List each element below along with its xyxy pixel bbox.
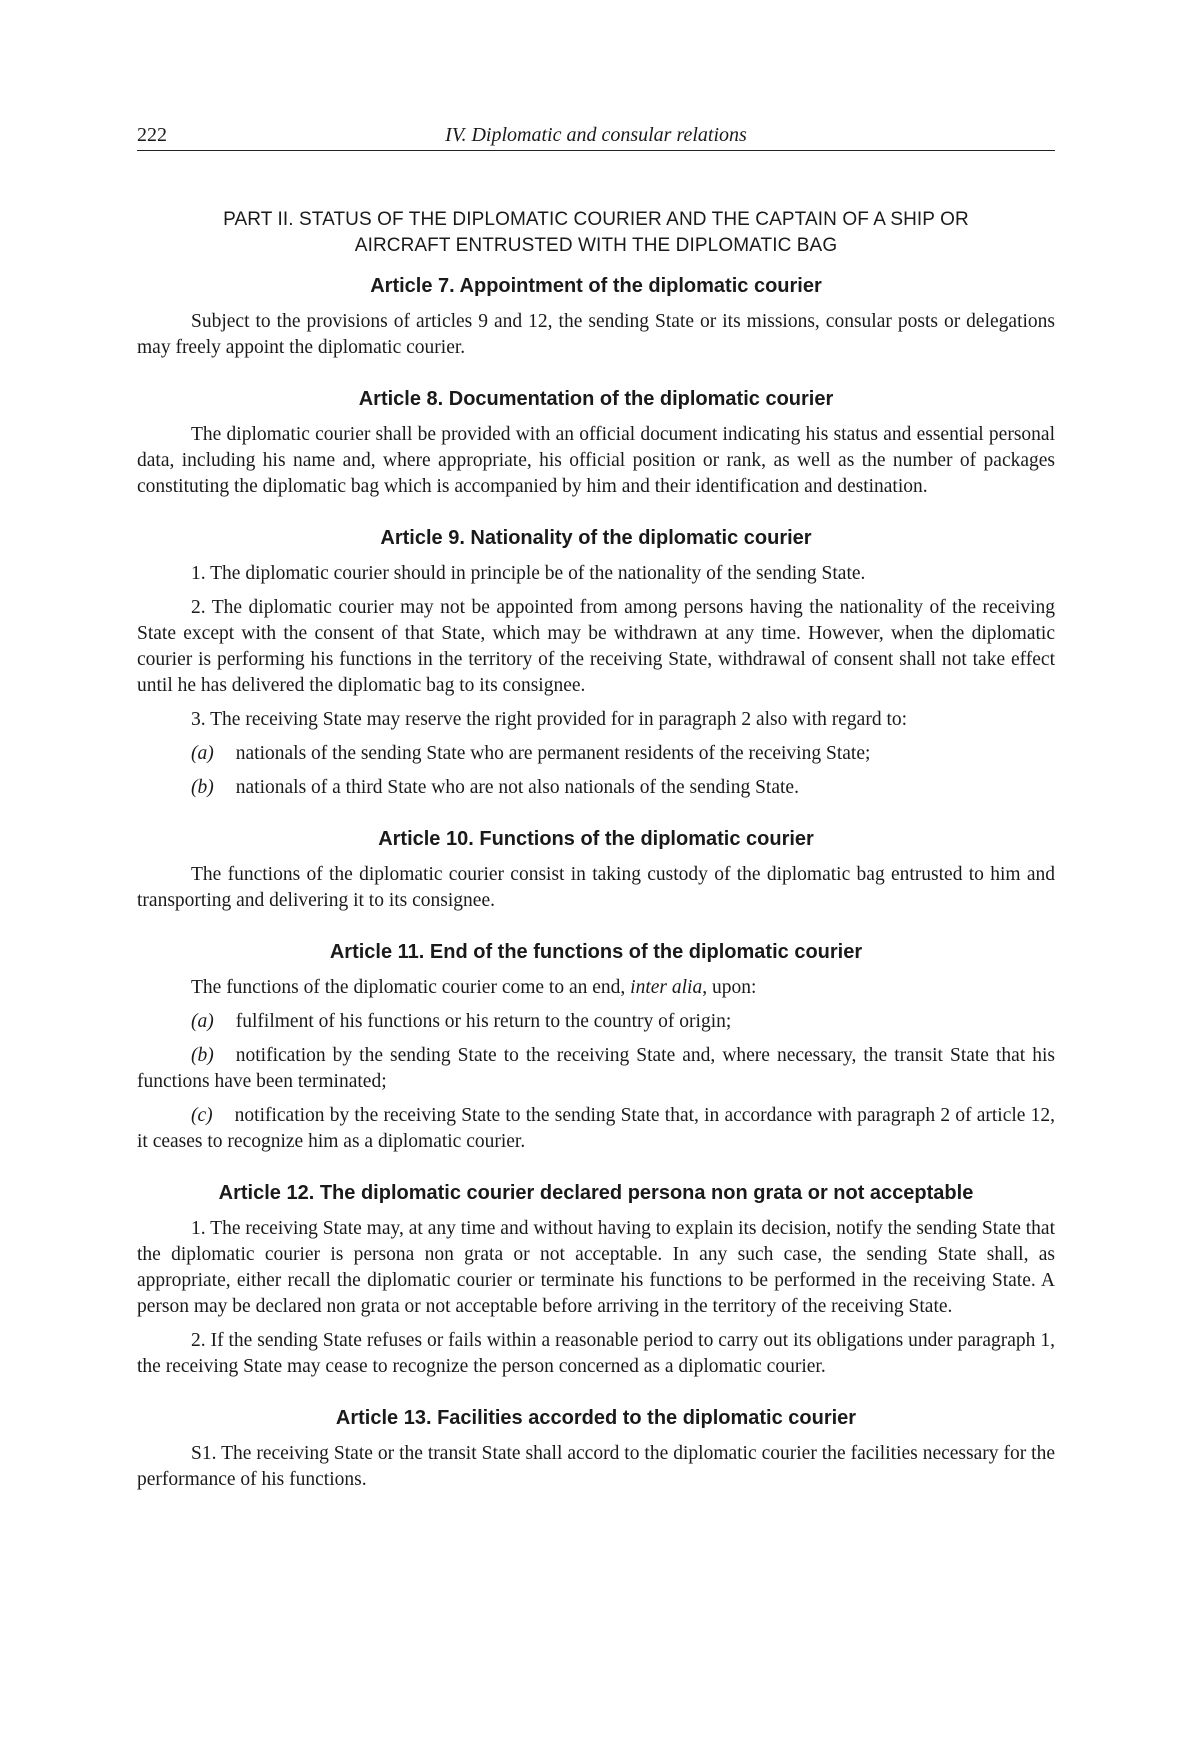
italic-term: inter alia <box>630 977 703 998</box>
list-item-text: notification by the sending State to the receiving State and, where necessary, the transit State that his functions have been terminated; <box>137 1045 1055 1092</box>
list-item <box>137 1103 1055 1155</box>
page-number: 222 <box>137 124 167 146</box>
intro-text-end: , upon: <box>702 977 757 998</box>
article-paragraph: Subject to the provisions of articles 9 and 12, the sending State or its missions, consular posts or delegations may freely appoint the diplomatic courier. <box>137 311 1055 358</box>
list-marker: (b) <box>191 777 214 798</box>
part-heading-line-2: AIRCRAFT ENTRUSTED WITH THE DIPLOMATIC BAG <box>354 235 838 256</box>
list-item-text: nationals of a third State who are not also nationals of the sending State. <box>235 777 799 798</box>
list-item <box>137 775 1055 801</box>
article-12 <box>137 1180 1055 1380</box>
list-item <box>137 1009 1055 1035</box>
article-paragraph: 1. The diplomatic courier should in principle be of the nationality of the sending State. <box>191 563 866 584</box>
article-heading: Article 11. End of the functions of the diplomatic courier <box>329 941 863 963</box>
article-paragraph: 2. The diplomatic courier may not be appointed from among persons having the nationality of the receiving State except with the consent of that State, which may be withdrawn at any time. However, when the diplomatic courier is performing his functions in the territory of the receiving State, withdrawal of consent shall not take effect until he has delivered the diplomatic bag to its consignee. <box>137 597 1055 696</box>
list-marker: (a) <box>191 743 214 764</box>
article-8 <box>137 386 1055 500</box>
article-heading: Article 10. Functions of the diplomatic courier <box>378 828 814 850</box>
article-paragraph: 3. The receiving State may reserve the right provided for in paragraph 2 also with regard to: <box>191 709 908 730</box>
part-heading-line-1: PART II. STATUS OF THE DIPLOMATIC COURIER AND THE CAPTAIN OF A SHIP OR <box>223 209 969 230</box>
article-paragraph: The functions of the diplomatic courier consist in taking custody of the diplomatic bag entrusted to him and transporting and delivering it to its consignee. <box>137 864 1055 911</box>
article-paragraph: The diplomatic courier shall be provided with an official document indicating his status and essential personal data, including his name and, where appropriate, his official position or rank, as well as the number of packages constituting the diplomatic bag which is accompanied by him and their identification and destination. <box>137 424 1055 497</box>
list-item-text: nationals of the sending State who are permanent residents of the receiving State; <box>235 743 871 764</box>
article-heading: Article 12. The diplomatic courier declared persona non grata or not acceptable <box>218 1182 974 1204</box>
article-heading: Article 8. Documentation of the diplomatic courier <box>358 388 834 410</box>
list-item-text: notification by the receiving State to the sending State that, in accordance with paragraph 2 of article 12, it ceases to recognize him as a diplomatic courier. <box>137 1105 1055 1152</box>
list-item <box>137 1043 1055 1095</box>
article-11 <box>137 939 1055 1155</box>
article-paragraph <box>137 975 1055 1001</box>
article-13 <box>137 1405 1055 1493</box>
article-paragraph: 2. If the sending State refuses or fails within a reasonable period to carry out its obligations under paragraph 1, the receiving State may cease to recognize the person concerned as a diplomatic courier. <box>137 1330 1055 1377</box>
intro-text: The functions of the diplomatic courier come to an end, <box>191 977 626 998</box>
list-marker: (c) <box>191 1105 213 1126</box>
article-10 <box>137 826 1055 914</box>
running-header <box>137 124 1055 151</box>
running-title: IV. Diplomatic and consular relations <box>445 124 747 146</box>
article-paragraph: 1. The receiving State may, at any time and without having to explain its decision, notify the sending State that the diplomatic courier is persona non grata or not acceptable. In any such case, the sending State shall, as appropriate, either recall the diplomatic courier or terminate his functions to be performed in the receiving State. A person may be declared non grata or not acceptable before arriving in the territory of the receiving State. <box>137 1218 1055 1317</box>
article-heading: Article 13. Facilities accorded to the diplomatic courier <box>335 1407 857 1429</box>
list-item <box>137 741 1055 767</box>
article-heading: Article 7. Appointment of the diplomatic courier <box>370 275 822 297</box>
list-marker: (b) <box>191 1045 214 1066</box>
article-heading: Article 9. Nationality of the diplomatic courier <box>380 527 812 549</box>
article-9 <box>137 525 1055 801</box>
list-marker: (a) <box>191 1011 214 1032</box>
list-item-text: fulfilment of his functions or his return to the country of origin; <box>235 1011 732 1032</box>
article-7 <box>137 273 1055 361</box>
part-heading <box>137 207 1055 259</box>
document-body <box>137 207 1055 1501</box>
article-paragraph: S1. The receiving State or the transit State shall accord to the diplomatic courier the facilities necessary for the performance of his functions. <box>137 1443 1055 1490</box>
